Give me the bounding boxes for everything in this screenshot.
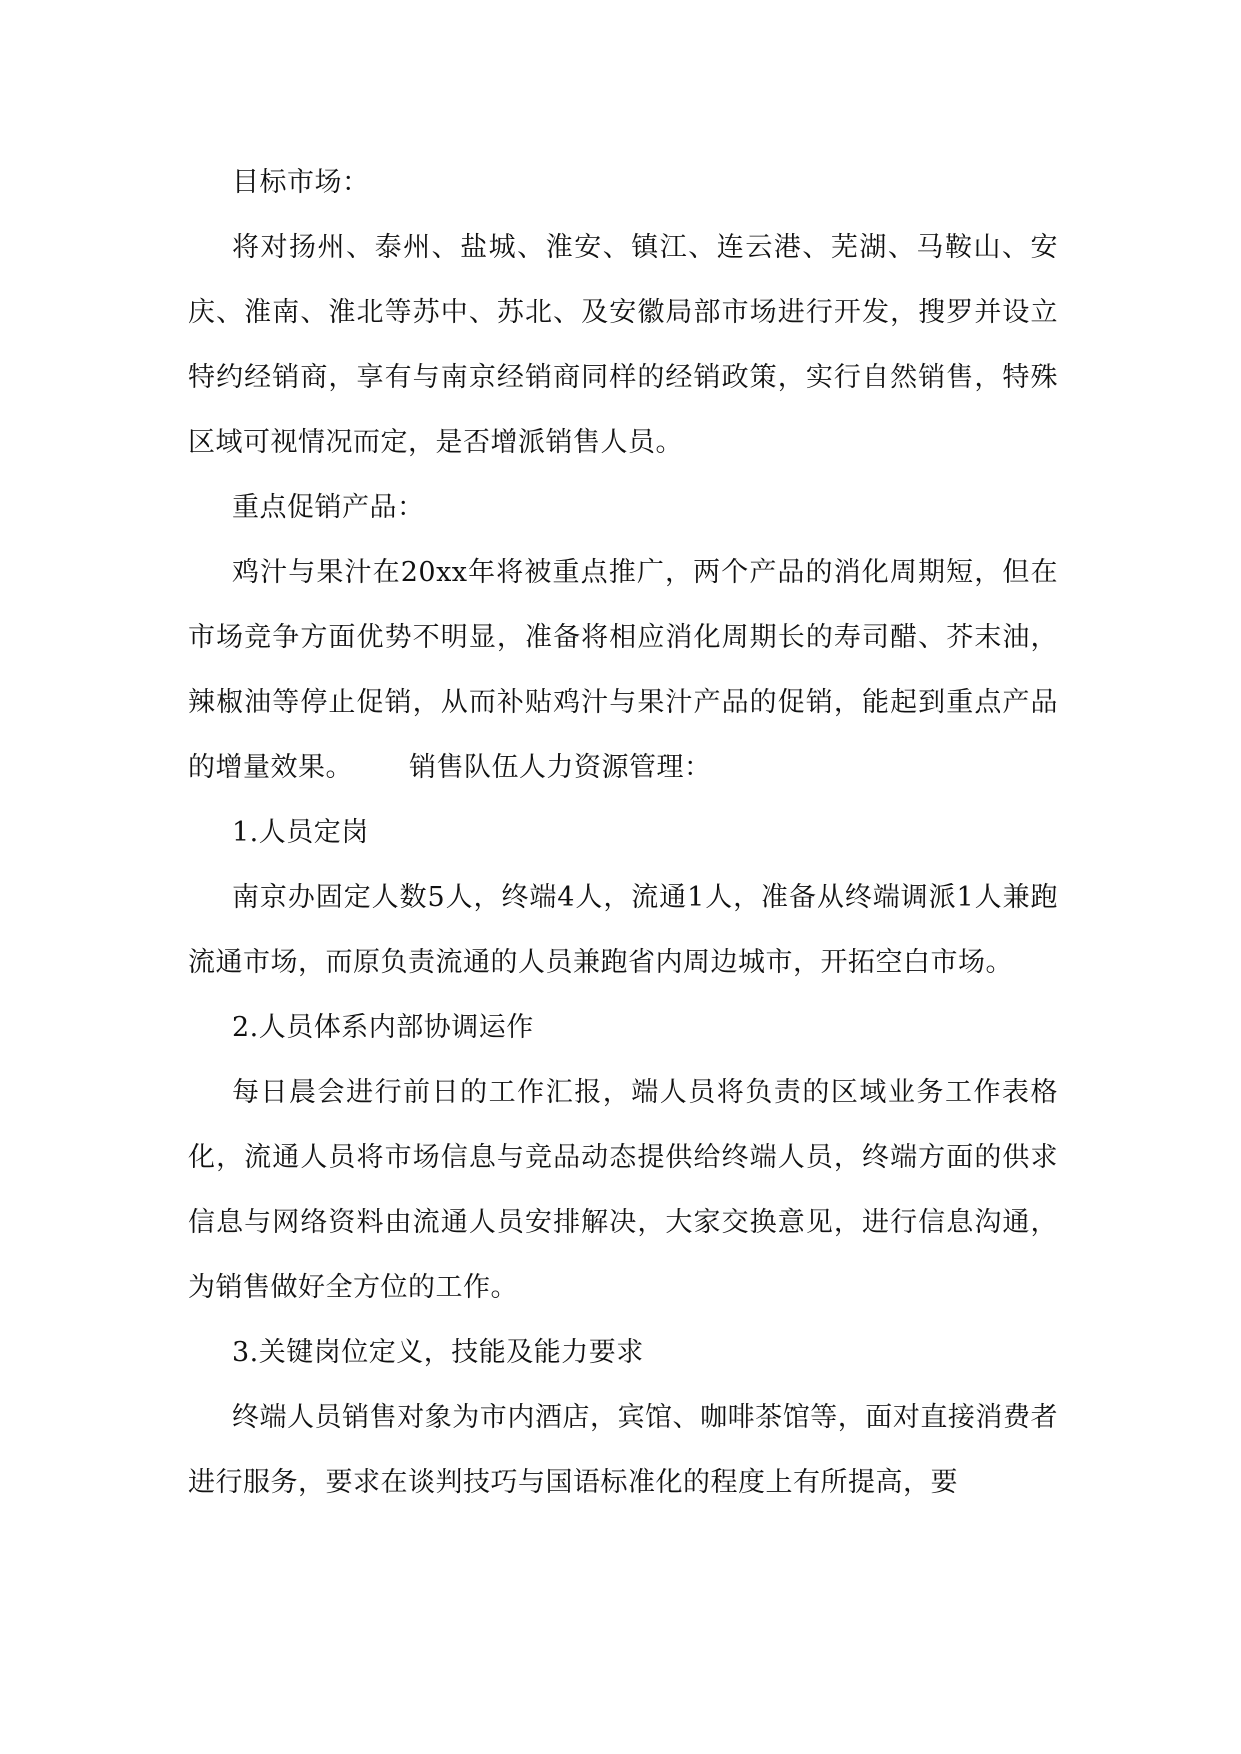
section-body-target-market: 将对扬州、泰州、盐城、淮安、镇江、连云港、芜湖、马鞍山、安庆、淮南、淮北等苏中、苏北、及安徽局部市场进行开发，搜罗并设立特约经销商，享有与南京经销商同样的经销政策，实行自然销售，特殊区域可视情况而定，是否增派销售人员。 bbox=[188, 232, 1058, 458]
section-heading-sales-team-hr: 销售队伍人力资源管理： bbox=[409, 752, 712, 783]
section-body-staffing: 南京办固定人数5人，终端4人，流通1人，准备从终端调派1人兼跑流通市场，而原负责流通的人员兼跑省内周边城市，开拓空白市场。 bbox=[188, 882, 1058, 978]
key-products-text: 鸡汁与果汁在20xx年将被重点推广，两个产品的消化周期短，但在市场竞争方面优势不明显，准备将相应消化周期长的寿司醋、芥末油，辣椒油等停止促销，从而补贴鸡汁与果汁产品的促销，能起到重点产品的增量效果。 bbox=[188, 557, 1058, 783]
section-body-key-products bbox=[188, 540, 1058, 800]
section-heading-target-market: 目标市场： bbox=[232, 167, 370, 198]
section-body-coordination: 每日晨会进行前日的工作汇报，端人员将负责的区域业务工作表格化，流通人员将市场信息与竞品动态提供给终端人员，终端方面的供求信息与网络资料由流通人员安排解决，大家交换意见，进行信息沟通，为销售做好全方位的工作。 bbox=[188, 1077, 1058, 1303]
section-heading-staffing: 1.人员定岗 bbox=[232, 817, 369, 848]
section-heading-key-positions: 3.关键岗位定义，技能及能力要求 bbox=[232, 1337, 644, 1368]
document-body bbox=[188, 150, 1058, 1515]
section-heading-coordination: 2.人员体系内部协调运作 bbox=[232, 1012, 534, 1043]
section-heading-key-products: 重点促销产品： bbox=[232, 492, 425, 523]
section-body-key-positions: 终端人员销售对象为市内酒店，宾馆、咖啡茶馆等，面对直接消费者进行服务，要求在谈判技巧与国语标准化的程度上有所提高，要 bbox=[188, 1402, 1058, 1498]
